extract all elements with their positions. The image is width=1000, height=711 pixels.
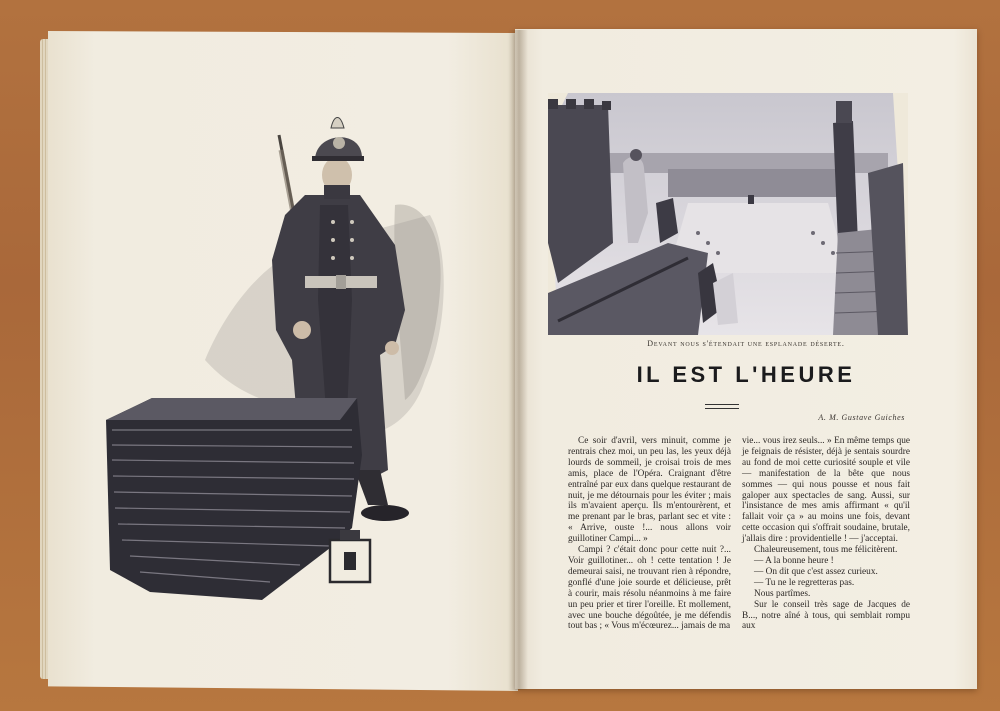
dialog-line: Sur le conseil très sage de Jacques de B..., notre aîné à tous, qui semblait rompu aux xyxy=(742,599,910,632)
dialog-line: Chaleureusement, tous me félicitèrent. xyxy=(754,545,898,556)
dialog-line: Nous partîmes. xyxy=(754,588,811,599)
dialog-line: — On dit que c'est assez curieux. xyxy=(754,566,878,577)
title-ornament xyxy=(705,404,739,409)
text-column-left xyxy=(568,436,731,632)
paragraph: Ce soir d'avril, vers minuit, comme je rentrais chez moi, un peu las, les yeux déjà lourds de sommeil, je croisai trois de mes amis, place de l'Opéra. Craignant d'être entraîné par eux dans quelque restaurant de nuit, je me détournais pour les éviter ; mais ils m'avaient aperçu. Ils m'entourèrent, et me prenant par le bras, parlant sec et vite : « Arrive, ouste !... nous allons voir guillotiner Campi... » xyxy=(568,436,731,545)
dialog-line: — Tu ne le regretteras pas. xyxy=(754,577,855,588)
illustration-caption: Devant nous s'étendait une esplanade déserte. xyxy=(647,339,845,348)
paragraph: vie... vous irez seuls... » En même temps que je feignais de résister, déjà je sentais sourdre au fond de moi cette curiosité souple et vile — manifestation de la bête que nous sommes — qui nous pousse et nous fait galoper aux spectacles de sang. Aussi, sur l'insistance de mes amis affirmant « qu'il fallait voir ça » au moins une fois, devant cette occasion qui s'offrait soudaine, brutale, j'allais dire : providentielle ! — j'acceptai. xyxy=(742,436,910,545)
dialog-lines xyxy=(742,545,910,632)
text-column-right xyxy=(742,436,910,632)
dedication: A. M. Gustave Guiches xyxy=(818,413,905,422)
rooftop-illustration xyxy=(548,93,908,335)
dialog-line: — A la bonne heure ! xyxy=(754,555,834,566)
paragraph: Campi ? c'était donc pour cette nuit ?... Voir guillotiner... oh ! cette tentation ! Je demeurai saisi, ne trouvant rien à répondre, gonflé d'une joie sourde et délicieuse, prêt à courir, mais résolu néanmoins à me faire un peu prier et tirer l'oreille. Et mollement, avec une bouche dégoûtée, je me défendis tout bas ; « Vous m'écœurez... jamais de ma xyxy=(568,545,731,632)
chapter-title: IL EST L'HEURE xyxy=(636,362,856,387)
